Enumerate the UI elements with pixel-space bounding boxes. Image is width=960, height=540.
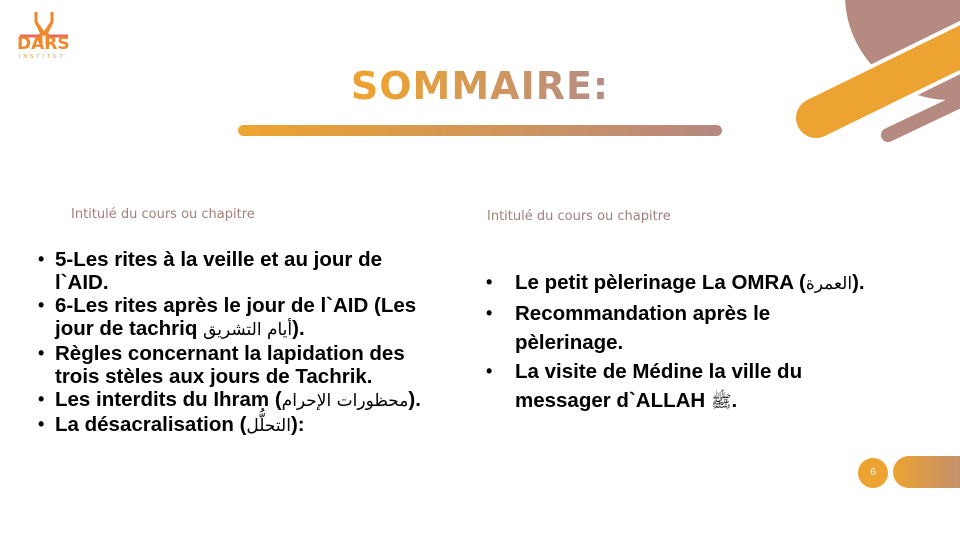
list-item: • Les interdits du Ihram (محظورات الإحرام). xyxy=(38,388,421,411)
page-number-badge: 6 xyxy=(858,458,888,488)
list-item: • Recommandation après le pèlerinage. xyxy=(486,302,771,354)
footer-accent-bar xyxy=(893,456,960,488)
list-item: • 5-Les rites à la veille et au jour de l`AID. xyxy=(38,248,382,294)
title-underline xyxy=(238,125,722,136)
left-topic-list xyxy=(38,248,438,438)
logo-subtitle: INSTITUT xyxy=(19,54,66,60)
right-subhead: Intitulé du cours ou chapitre xyxy=(487,209,671,224)
logo-text: DARS xyxy=(17,34,70,54)
list-item: • 6-Les rites après le jour de l`AID (Les jour de tachriq أيام التشريق). xyxy=(38,294,417,340)
page-title: SOMMAIRE: xyxy=(0,64,960,108)
list-item: • Le petit pèlerinage La OMRA (العمرة). xyxy=(486,271,865,294)
left-subhead: Intitulé du cours ou chapitre xyxy=(71,207,255,222)
right-topic-list xyxy=(486,268,866,417)
list-item: • Règles concernant la lapidation des trois stèles aux jours de Tachrik. xyxy=(38,342,405,388)
list-item: • La désacralisation (التحلُّل): xyxy=(38,413,305,436)
list-item: • La visite de Médine la ville du messager d`ALLAH ﷺ. xyxy=(486,360,803,412)
